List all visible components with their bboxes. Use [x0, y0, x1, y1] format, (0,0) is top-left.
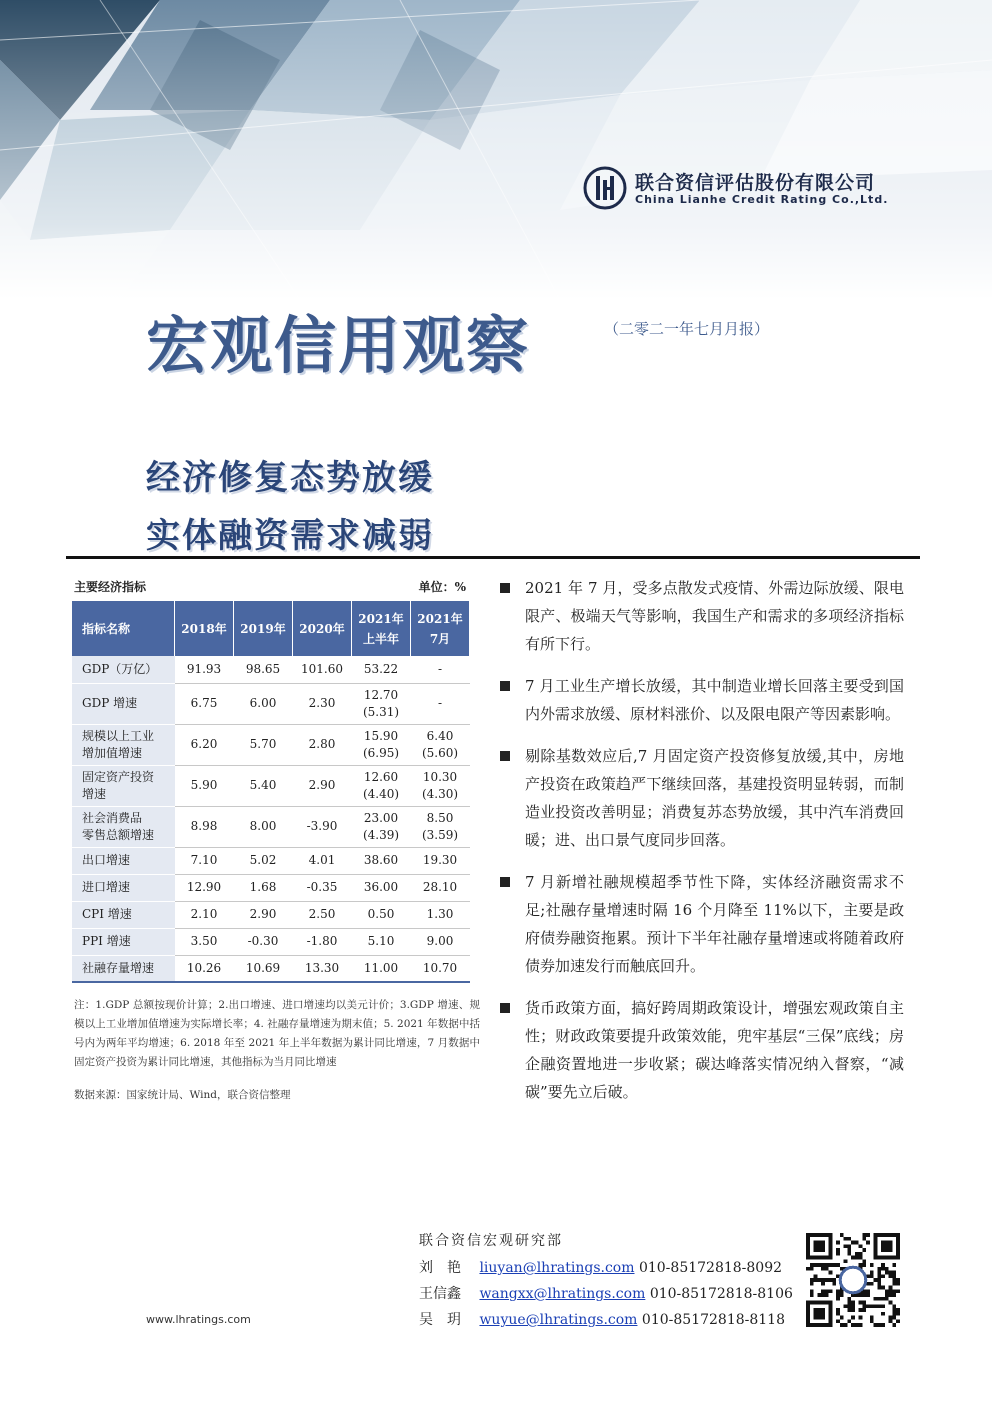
value-cell — [352, 901, 411, 928]
cell-value: 6.20 — [190, 737, 218, 751]
table-header-cell — [72, 601, 175, 656]
headline-line-2: 实体融资需求减弱 — [146, 516, 434, 556]
value-cell — [352, 847, 411, 874]
value-cell — [411, 847, 470, 874]
indicator-name: 固定资产投资 — [82, 769, 155, 784]
key-points-list — [500, 574, 904, 1120]
key-point-item — [500, 672, 904, 728]
table-header-cell — [234, 601, 293, 656]
indicator-name-cell — [72, 806, 175, 847]
indicator-name: 进口增速 — [82, 880, 131, 894]
indicator-name: 社融存量增速 — [82, 960, 155, 975]
value-cell — [293, 765, 352, 806]
cell-value: 10.30 — [422, 769, 458, 784]
cell-value: 10.70 — [422, 960, 458, 975]
cell-value: 12.70 — [363, 687, 399, 702]
table-caption — [74, 578, 466, 596]
header-text: 2021年 — [417, 611, 463, 626]
company-logo-icon — [583, 166, 627, 210]
cell-value: 2.10 — [190, 907, 218, 921]
header-text: 7月 — [429, 631, 451, 646]
cell-two-year-average: (5.31) — [362, 704, 400, 719]
cell-value: -0.30 — [247, 934, 279, 948]
indicator-name: 增速 — [82, 786, 107, 801]
cell-value: 13.30 — [304, 960, 340, 975]
cell-value: 6.40 — [426, 728, 454, 743]
value-cell — [293, 874, 352, 901]
key-point-text: 7 月工业生产增长放缓，其中制造业增长回落主要受到国内外需求放缓、原材料涨价、以及限电限产等因素影响。 — [525, 677, 904, 723]
cell-value: -3.90 — [306, 819, 338, 833]
indicator-name-cell — [72, 901, 175, 928]
value-cell — [352, 874, 411, 901]
cell-value: 11.00 — [363, 960, 399, 975]
value-cell — [234, 955, 293, 982]
cell-value: 10.26 — [186, 960, 222, 975]
indicator-name-cell — [72, 656, 175, 683]
cell-value: 7.10 — [190, 853, 218, 867]
key-point-text: 剔除基数效应后,7 月固定资产投资修复放缓,其中，房地产投资在政策趋严下继续回落，基建投资明显转弱，而制造业投资改善明显；消费复苏态势放缓，其中汽车消费回暖；进、出口景气度同步回落。 — [525, 747, 904, 849]
cell-value: 91.93 — [186, 661, 222, 676]
value-cell — [293, 656, 352, 683]
value-cell — [293, 901, 352, 928]
bullet-square-icon — [500, 751, 510, 761]
company-logo — [583, 166, 913, 214]
key-point-text: 7 月新增社融规模超季节性下降，实体经济融资需求不足;社融存量增速时隔 16 个月降至 11%以下，主要是政府债券融资拖累。预计下半年社融存量增速或将随着政府债券加速发行而触底回升。 — [525, 873, 904, 975]
value-cell — [293, 724, 352, 765]
value-cell — [175, 955, 234, 982]
bullet-square-icon — [500, 583, 510, 593]
indicator-name-cell — [72, 928, 175, 955]
bullet-square-icon — [500, 1003, 510, 1013]
indicator-name: 出口增速 — [82, 853, 131, 867]
table-row — [72, 806, 470, 847]
header-text: 2020年 — [299, 621, 345, 636]
cell-value: 9.00 — [426, 934, 454, 948]
department-name: 联合资信宏观研究部 — [419, 1233, 563, 1249]
cell-value: - — [437, 661, 443, 676]
cell-two-year-average: (6.95) — [362, 745, 400, 760]
contact-phone: 010-85172818-8118 — [641, 1312, 785, 1328]
contact-name: 刘 艳 — [419, 1260, 461, 1276]
table-row — [72, 928, 470, 955]
value-cell — [411, 874, 470, 901]
indicator-name-cell — [72, 724, 175, 765]
cell-value: 10.69 — [245, 960, 281, 975]
contact-email-link[interactable]: wangxx@lhratings.com — [479, 1286, 646, 1302]
cell-value: 0.50 — [367, 907, 395, 921]
cell-value: 1.68 — [249, 880, 277, 894]
header-text: 2021年 — [358, 611, 404, 626]
value-cell — [352, 724, 411, 765]
header-background — [0, 0, 992, 300]
economic-indicators-table — [72, 601, 470, 983]
value-cell — [411, 955, 470, 982]
header-text: 指标名称 — [82, 621, 131, 636]
indicator-name: CPI 增速 — [82, 907, 132, 921]
cell-value: 28.10 — [422, 880, 458, 894]
value-cell — [234, 847, 293, 874]
value-cell — [234, 683, 293, 724]
report-title: 宏观信用观察 — [146, 309, 531, 382]
table-title: 主要经济指标 — [74, 580, 147, 594]
table-header-cell — [411, 601, 470, 656]
cell-two-year-average: (4.40) — [362, 786, 400, 801]
contact-phone: 010-85172818-8092 — [638, 1260, 783, 1276]
table-row — [72, 683, 470, 724]
cell-value: 8.50 — [426, 810, 454, 825]
bullet-square-icon — [500, 877, 510, 887]
value-cell — [293, 928, 352, 955]
cell-value: 2.30 — [308, 696, 336, 710]
indicator-name-cell — [72, 955, 175, 982]
value-cell — [175, 847, 234, 874]
table-header-cell — [352, 601, 411, 656]
value-cell — [234, 874, 293, 901]
cell-value: 8.98 — [190, 819, 218, 833]
contact-row — [419, 1309, 785, 1329]
header-text: 2019年 — [240, 621, 286, 636]
indicator-name-cell — [72, 874, 175, 901]
cell-value: 12.90 — [186, 880, 222, 894]
cell-value: 5.90 — [190, 778, 218, 792]
cell-value: 6.75 — [190, 696, 218, 710]
cell-value: 38.60 — [363, 853, 399, 867]
value-cell — [175, 901, 234, 928]
company-name-en: China Lianhe Credit Rating Co.,Ltd. — [635, 193, 889, 206]
indicator-name: 零售总额增速 — [82, 827, 155, 842]
table-header-cell — [175, 601, 234, 656]
indicator-name-cell — [72, 847, 175, 874]
table-notes: 注：1.GDP 总额按现价计算；2.出口增速、进口增速均以美元计价；3.GDP 增速、规模以上工业增加值增速为实际增长率；4. 社融存量增速为期末值；5. 2021 年数据中括号内为两年平均增速；6. 2018 年至 2021 年上半年数据为累计同比增速，7 月数据中固定资产投资为累计同比增速，其他指标为当月同比增速 — [74, 999, 480, 1068]
key-point-item — [500, 574, 904, 658]
qr-code-icon — [806, 1233, 900, 1327]
value-cell — [234, 928, 293, 955]
contact-phone: 010-85172818-8106 — [649, 1286, 793, 1302]
value-cell — [411, 683, 470, 724]
indicator-name: 增加值增速 — [82, 745, 143, 760]
contact-name: 王信鑫 — [419, 1286, 461, 1302]
value-cell — [411, 928, 470, 955]
value-cell — [293, 683, 352, 724]
section-divider — [66, 556, 920, 559]
table-row — [72, 955, 470, 982]
value-cell — [352, 806, 411, 847]
value-cell — [352, 928, 411, 955]
contact-row — [419, 1257, 782, 1277]
company-name-cn: 联合资信评估股份有限公司 — [635, 172, 876, 194]
value-cell — [411, 765, 470, 806]
key-point-text: 2021 年 7 月，受多点散发式疫情、外需边际放缓、限电限产、极端天气等影响，我国生产和需求的多项经济指标有所下行。 — [525, 579, 904, 653]
key-point-text: 货币政策方面，搞好跨周期政策设计，增强宏观政策自主性；财政政策要提升政策效能，兜牢基层“三保”底线；房企融资置地进一步收紧；碳达峰落实情况纳入督察，“减碳”要先立后破。 — [525, 999, 904, 1101]
cell-value: 1.30 — [426, 907, 454, 921]
value-cell — [175, 683, 234, 724]
cell-value: 15.90 — [363, 728, 399, 743]
table-body — [72, 656, 470, 982]
indicator-name: 规模以上工业 — [82, 728, 155, 743]
table-row — [72, 656, 470, 683]
contact-name: 吴 玥 — [419, 1312, 461, 1328]
value-cell — [411, 724, 470, 765]
table-unit: 单位：% — [418, 580, 466, 594]
key-point-item — [500, 868, 904, 980]
cell-value: 8.00 — [249, 819, 277, 833]
cell-two-year-average: (5.60) — [421, 745, 459, 760]
value-cell — [352, 656, 411, 683]
value-cell — [175, 928, 234, 955]
value-cell — [175, 656, 234, 683]
value-cell — [175, 765, 234, 806]
value-cell — [352, 765, 411, 806]
cell-value: 36.00 — [363, 880, 399, 894]
cell-value: 2.90 — [249, 907, 277, 921]
value-cell — [411, 656, 470, 683]
contact-row — [419, 1283, 793, 1303]
cell-two-year-average: (4.39) — [362, 827, 400, 842]
table-header-row — [72, 601, 470, 656]
value-cell — [411, 806, 470, 847]
indicator-name: 社会消费品 — [82, 810, 143, 825]
value-cell — [234, 724, 293, 765]
value-cell — [411, 901, 470, 928]
cell-value: 53.22 — [363, 661, 399, 676]
cell-value: -0.35 — [306, 880, 338, 894]
cell-value: 5.40 — [249, 778, 277, 792]
value-cell — [234, 765, 293, 806]
indicator-name: GDP 增速 — [82, 696, 138, 710]
cell-value: -1.80 — [306, 934, 338, 948]
value-cell — [234, 901, 293, 928]
cell-value: 3.50 — [190, 934, 218, 948]
table-row — [72, 765, 470, 806]
cell-value: 6.00 — [249, 696, 277, 710]
cell-two-year-average: (4.30) — [421, 786, 459, 801]
headline-line-1: 经济修复态势放缓 — [146, 458, 434, 498]
table-header-cell — [293, 601, 352, 656]
value-cell — [293, 955, 352, 982]
contact-email-link[interactable]: liuyan@lhratings.com — [479, 1260, 635, 1276]
header-text: 上半年 — [362, 631, 399, 646]
table-row — [72, 874, 470, 901]
value-cell — [352, 955, 411, 982]
table-row — [72, 724, 470, 765]
indicator-name-cell — [72, 765, 175, 806]
value-cell — [175, 874, 234, 901]
table-row — [72, 901, 470, 928]
indicator-name: GDP（万亿） — [82, 661, 158, 676]
value-cell — [293, 847, 352, 874]
value-cell — [293, 806, 352, 847]
table-row — [72, 847, 470, 874]
cell-value: 101.60 — [301, 661, 343, 676]
cell-value: 5.02 — [249, 853, 277, 867]
contact-email-link[interactable]: wuyue@lhratings.com — [479, 1312, 638, 1328]
value-cell — [234, 656, 293, 683]
cell-value: 5.10 — [367, 934, 395, 948]
value-cell — [175, 806, 234, 847]
key-point-item — [500, 742, 904, 854]
report-period: （二零二一年七月月报） — [604, 320, 770, 338]
indicator-name: PPI 增速 — [82, 934, 131, 948]
cell-value: 98.65 — [245, 661, 281, 676]
cell-value: 2.90 — [308, 778, 336, 792]
cell-value: 2.50 — [308, 907, 336, 921]
cell-value: 4.01 — [308, 853, 336, 867]
website-url: www.lhratings.com — [146, 1313, 251, 1326]
value-cell — [352, 683, 411, 724]
cell-value: 19.30 — [422, 853, 458, 867]
data-source: 数据来源：国家统计局、Wind，联合资信整理 — [74, 1089, 291, 1101]
value-cell — [234, 806, 293, 847]
key-point-item — [500, 994, 904, 1106]
cell-value: 2.80 — [308, 737, 336, 751]
cell-two-year-average: (3.59) — [421, 827, 459, 842]
header-text: 2018年 — [181, 621, 227, 636]
cell-value: 5.70 — [249, 737, 277, 751]
indicator-name-cell — [72, 683, 175, 724]
cell-value: - — [437, 696, 443, 710]
cell-value: 23.00 — [363, 810, 399, 825]
value-cell — [175, 724, 234, 765]
cell-value: 12.60 — [363, 769, 399, 784]
bullet-square-icon — [500, 681, 510, 691]
